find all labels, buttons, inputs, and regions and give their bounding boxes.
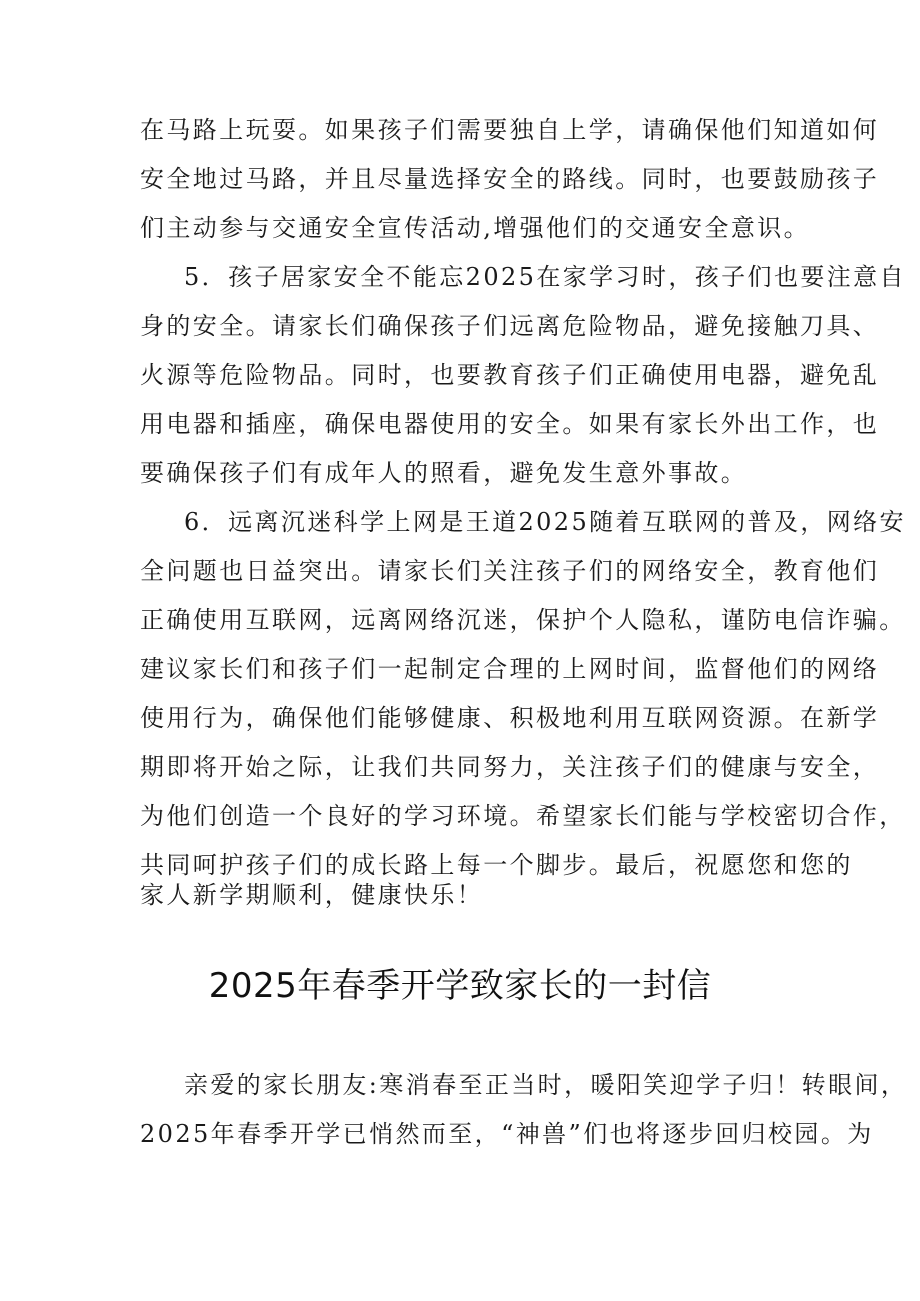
letter-title: 2025年春季开学致家长的一封信 — [208, 966, 712, 1006]
paragraph-line: 火源等危险物品。同时，也要教育孩子们正确使用电器，避免乱 — [140, 361, 880, 389]
paragraph-line: 为他们创造一个良好的学习环境。希望家长们能与学校密切合作， — [140, 802, 906, 830]
paragraph-line: 要确保孩子们有成年人的照看，避免发生意外事故。 — [140, 459, 748, 487]
paragraph-line: 使用行为，确保他们能够健康、积极地利用互联网资源。在新学 — [140, 704, 880, 732]
paragraph-line: 期即将开始之际，让我们共同努力，关注孩子们的健康与安全， — [140, 753, 880, 781]
paragraph-line: 2025年春季开学已悄然而至，“神兽”们也将逐步回归校园。为 — [140, 1120, 874, 1148]
paragraph-line: 正确使用互联网，远离网络沉迷，保护个人隐私，谨防电信诈骗。 — [140, 606, 906, 634]
salutation-line: 亲爱的家长朋友:寒消春至正当时，暖阳笑迎学子归！转眼间， — [184, 1071, 908, 1099]
section-heading-line: 6．远离沉迷科学上网是王道2025随着互联网的普及，网络安 — [184, 508, 906, 536]
paragraph-line: 在马路上玩耍。如果孩子们需要独自上学，请确保他们知道如何 — [140, 116, 880, 144]
paragraph-line: 们主动参与交通安全宣传活动,增强他们的交通安全意识。 — [140, 214, 811, 242]
paragraph-line: 建议家长们和孩子们一起制定合理的上网时间，监督他们的网络 — [140, 655, 880, 683]
paragraph-line: 共同呵护孩子们的成长路上每一个脚步。最后，祝愿您和您的 — [140, 851, 853, 879]
paragraph-line: 家人新学期顺利，健康快乐！ — [140, 881, 484, 909]
paragraph-line: 安全地过马路，并且尽量选择安全的路线。同时，也要鼓励孩子 — [140, 165, 880, 193]
paragraph-line: 用电器和插座，确保电器使用的安全。如果有家长外出工作，也 — [140, 410, 880, 438]
section-heading-line: 5．孩子居家安全不能忘2025在家学习时，孩子们也要注意自 — [184, 263, 906, 291]
paragraph-line: 身的安全。请家长们确保孩子们远离危险物品，避免接触刀具、 — [140, 312, 880, 340]
paragraph-line: 全问题也日益突出。请家长们关注孩子们的网络安全，教育他们 — [140, 557, 880, 585]
